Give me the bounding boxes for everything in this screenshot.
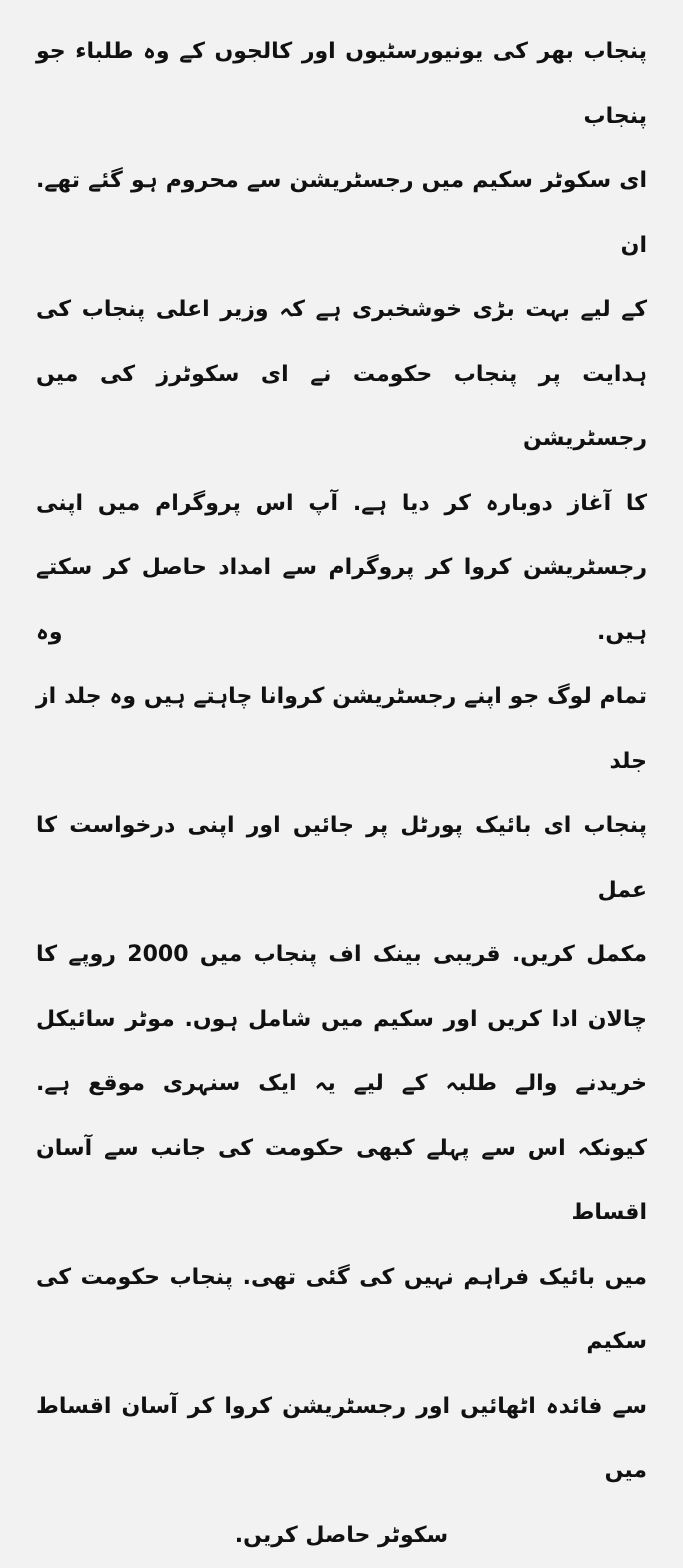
text-line: کا آغاز دوبارہ کر دیا ہے. آپ اس پروگرام میں اپنی: [36, 472, 647, 537]
text-line: کیونکہ اس سے پہلے کبھی حکومت کی جانب سے آسان اقساط: [36, 1117, 647, 1246]
text-line: ای سکوٹر سکیم میں رجسٹریشن سے محروم ہو گئے تھے. ان: [36, 149, 647, 278]
text-line: چالان ادا کریں اور سکیم میں شامل ہوں. موٹر سائیکل: [36, 988, 647, 1053]
text-line: مکمل کریں. قریبی بینک اف پنجاب میں 2000 روپے کا: [36, 923, 647, 988]
text-line: ہدایت پر پنجاب حکومت نے ای سکوٹرز کی میں رجسٹریشن: [36, 343, 647, 472]
text-line: میں بائیک فراہم نہیں کی گئی تھی. پنجاب حکومت کی سکیم: [36, 1246, 647, 1375]
text-line: تمام لوگ جو اپنے رجسٹریشن کروانا چاہتے ہیں وہ جلد از جلد: [36, 665, 647, 794]
text-line-last: سکوٹر حاصل کریں.: [36, 1504, 647, 1568]
text-line: رجسٹریشن کروا کر پروگرام سے امداد حاصل کر سکتے ہیں. وہ: [36, 536, 647, 665]
urdu-paragraph: [36, 20, 647, 1568]
text-line: سے فائدہ اٹھائیں اور رجسٹریشن کروا کر آسان اقساط میں: [36, 1375, 647, 1504]
text-line: خریدنے والے طلبہ کے لیے یہ ایک سنہری موقع ہے.: [36, 1052, 647, 1117]
text-line: پنجاب ای بائیک پورٹل پر جائیں اور اپنی درخواست کا عمل: [36, 794, 647, 923]
text-line: پنجاب بھر کی یونیورسٹیوں اور کالجوں کے وہ طلباء جو پنجاب: [36, 20, 647, 149]
text-line: کے لیے بہت بڑی خوشخبری ہے کہ وزیر اعلی پنجاب کی: [36, 278, 647, 343]
